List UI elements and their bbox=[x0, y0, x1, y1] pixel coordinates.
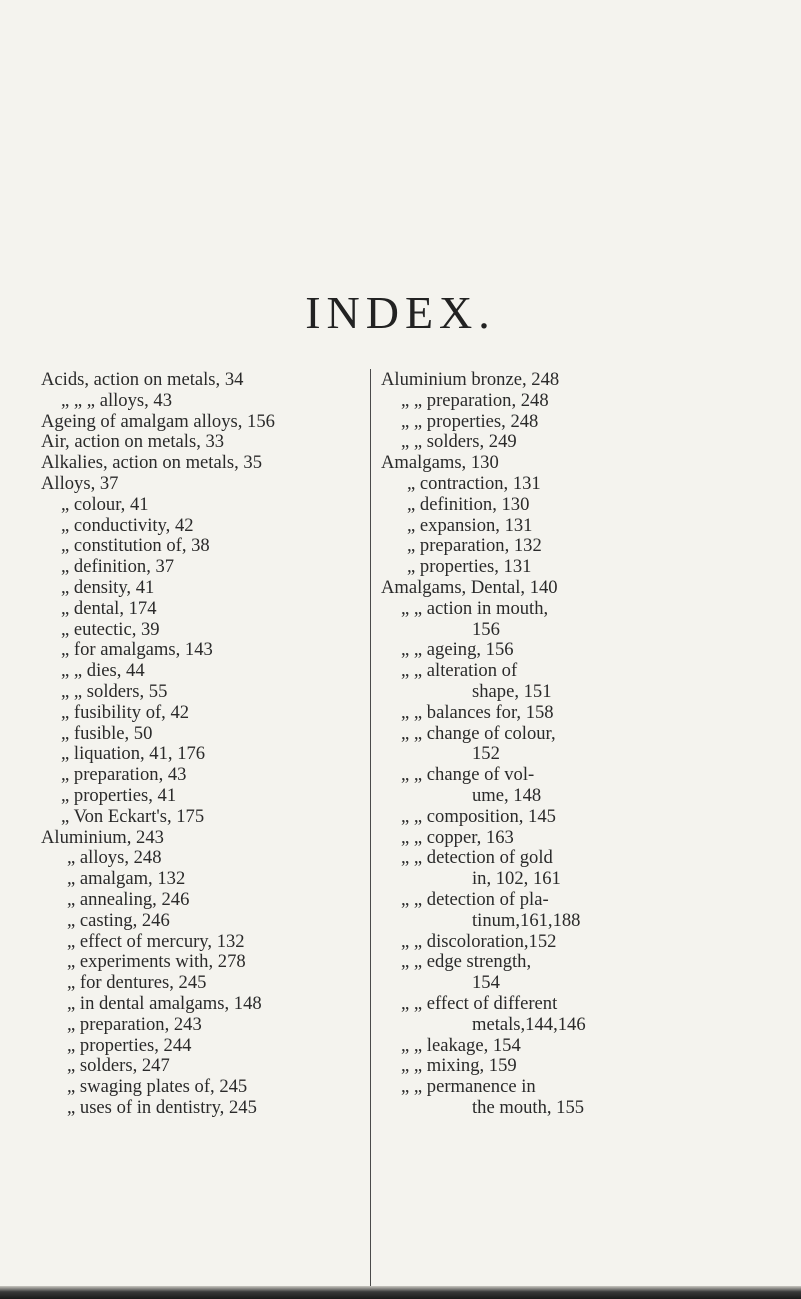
index-column-right bbox=[381, 370, 687, 1119]
index-entry: „ fusible, 50 bbox=[61, 722, 153, 744]
index-column-left bbox=[41, 370, 363, 1119]
index-entry: 152 bbox=[472, 743, 500, 765]
index-entry: „ „ solders, 249 bbox=[401, 431, 517, 453]
index-entry: „ „ dies, 44 bbox=[61, 660, 145, 682]
index-entry: „ for dentures, 245 bbox=[67, 972, 207, 994]
index-entry: „ „ composition, 145 bbox=[401, 805, 556, 827]
index-entry: „ expansion, 131 bbox=[407, 514, 533, 536]
index-entry: „ conductivity, 42 bbox=[61, 514, 194, 536]
index-entry: shape, 151 bbox=[472, 680, 552, 702]
index-entry: „ „ change of colour, bbox=[401, 722, 556, 744]
index-entry: „ annealing, 246 bbox=[67, 888, 190, 910]
index-entry: metals,144,146 bbox=[472, 1013, 586, 1035]
index-entry: „ preparation, 243 bbox=[67, 1013, 202, 1035]
index-entry: 154 bbox=[472, 972, 500, 994]
index-entry: „ „ discoloration,152 bbox=[401, 930, 557, 952]
index-entry: „ swaging plates of, 245 bbox=[67, 1076, 248, 1098]
index-entry: „ „ effect of different bbox=[401, 992, 558, 1014]
index-entry: 156 bbox=[472, 618, 500, 640]
index-entry: Air, action on metals, 33 bbox=[41, 431, 225, 453]
index-entry: „ dental, 174 bbox=[61, 597, 157, 619]
index-entry: „ preparation, 43 bbox=[61, 764, 187, 786]
index-entry: „ „ leakage, 154 bbox=[401, 1034, 521, 1056]
page-bottom-edge bbox=[0, 1286, 801, 1299]
index-entry: „ „ detection of gold bbox=[401, 847, 553, 869]
index-entry: Aluminium, 243 bbox=[41, 826, 164, 848]
index-entry: „ uses of in dentistry, 245 bbox=[67, 1096, 257, 1118]
index-entry: „ „ action in mouth, bbox=[401, 597, 549, 619]
index-entry: in, 102, 161 bbox=[472, 868, 561, 890]
index-entry: „ definition, 130 bbox=[407, 493, 530, 515]
page-title: INDEX. bbox=[305, 287, 496, 338]
index-entry: „ amalgam, 132 bbox=[67, 868, 186, 890]
index-entry: „ properties, 41 bbox=[61, 784, 177, 806]
index-entry: ume, 148 bbox=[472, 784, 542, 806]
index-entry: „ for amalgams, 143 bbox=[61, 639, 213, 661]
index-entry: Amalgams, Dental, 140 bbox=[381, 576, 558, 598]
index-entry: „ fusibility of, 42 bbox=[61, 701, 190, 723]
index-entry: „ „ balances for, 158 bbox=[401, 701, 554, 723]
index-entry: „ „ change of vol- bbox=[401, 764, 535, 786]
index-entry: „ experiments with, 278 bbox=[67, 951, 246, 973]
index-entry: „ properties, 131 bbox=[407, 556, 532, 578]
index-entry: „ „ edge strength, bbox=[401, 951, 532, 973]
index-entry: Ageing of amalgam alloys, 156 bbox=[41, 410, 275, 432]
index-entry: „ eutectic, 39 bbox=[61, 618, 160, 640]
index-entry: „ effect of mercury, 132 bbox=[67, 930, 245, 952]
index-entry: the mouth, 155 bbox=[472, 1096, 585, 1118]
index-entry: „ „ alteration of bbox=[401, 660, 518, 682]
index-entry: „ „ ageing, 156 bbox=[401, 639, 514, 661]
index-entry: „ Von Eckart's, 175 bbox=[61, 805, 205, 827]
index-entry: „ constitution of, 38 bbox=[61, 535, 210, 557]
index-entry: „ preparation, 132 bbox=[407, 535, 542, 557]
index-entry: „ casting, 246 bbox=[67, 909, 170, 931]
index-entry: „ solders, 247 bbox=[67, 1055, 170, 1077]
index-entry: „ „ properties, 248 bbox=[401, 410, 539, 432]
index-entry: „ „ detection of pla- bbox=[401, 888, 549, 910]
index-entry: „ alloys, 248 bbox=[67, 847, 162, 869]
index-entry: „ liquation, 41, 176 bbox=[61, 743, 206, 765]
index-entry: „ „ copper, 163 bbox=[401, 826, 514, 848]
index-entry: „ „ „ alloys, 43 bbox=[61, 389, 173, 411]
index-entry: Aluminium bronze, 248 bbox=[381, 369, 560, 390]
index-entry: „ „ preparation, 248 bbox=[401, 389, 549, 411]
index-entry: Alloys, 37 bbox=[41, 472, 119, 494]
index-entry: „ in dental amalgams, 148 bbox=[67, 992, 262, 1014]
index-entry: Acids, action on metals, 34 bbox=[41, 369, 244, 390]
index-entry: „ „ mixing, 159 bbox=[401, 1055, 517, 1077]
index-entry: „ colour, 41 bbox=[61, 493, 149, 515]
index-entry: „ definition, 37 bbox=[61, 556, 175, 578]
column-divider bbox=[370, 369, 371, 1297]
index-entry: „ contraction, 131 bbox=[407, 472, 541, 494]
index-entry: „ density, 41 bbox=[61, 576, 155, 598]
index-entry: Amalgams, 130 bbox=[381, 452, 499, 474]
index-entry: „ „ solders, 55 bbox=[61, 680, 168, 702]
index-entry: „ „ permanence in bbox=[401, 1076, 536, 1098]
index-entry: Alkalies, action on metals, 35 bbox=[41, 452, 263, 474]
index-entry: tinum,161,188 bbox=[472, 909, 581, 931]
index-entry: „ properties, 244 bbox=[67, 1034, 192, 1056]
